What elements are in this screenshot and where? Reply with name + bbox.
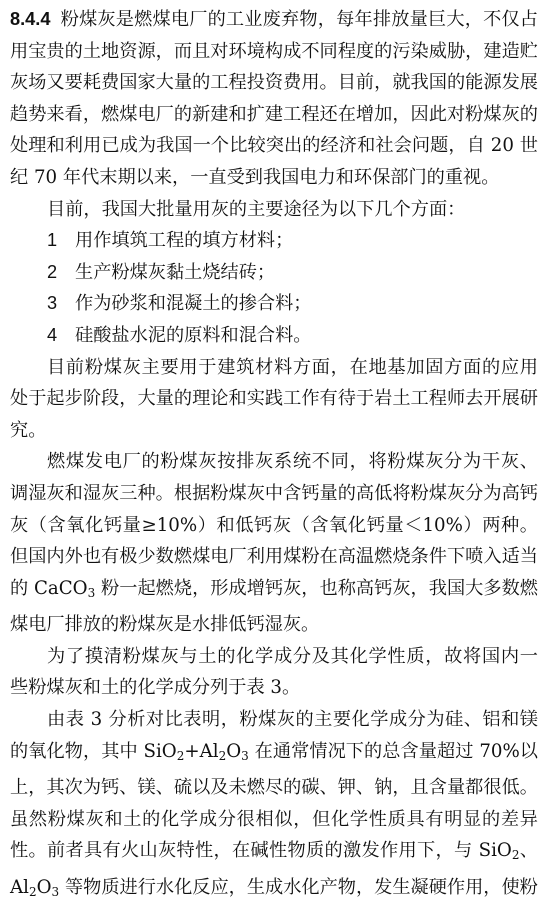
text-run: 燃煤发电厂的粉煤灰按排灰系统不同，将粉煤灰分为干灰、调湿灰和湿灰三种。根据粉煤灰中含钙量的高低将粉煤灰分为高钙灰（含氧化钙量≥10%）和低钙灰（含氧化钙量＜10%）两种。但国内外也有极少数燃煤电厂利用煤粉在高温燃烧条件下喷入适当的 CaCO [10, 451, 538, 599]
list-item [10, 225, 538, 257]
paragraph-uses-intro: 目前，我国大批量用灰的主要途径为以下几个方面： [47, 198, 466, 220]
subscript: 2 [511, 848, 520, 863]
subscript: 3 [51, 885, 60, 900]
paragraph-intro [10, 4, 538, 194]
list-item-number: 3 [47, 293, 58, 314]
paragraph-intro-text: 粉煤灰是燃煤电厂的工业废弃物，每年排放量巨大，不仅占用宝贵的土地资源，而且对环境构成不同程度的污染威胁，建造贮灰场又要耗费国家大量的工程投资费用。目前，就我国的能源发展趋势来看，燃煤电厂的新建和扩建工程还在增加，因此对粉煤灰的处理和利用已成为我国一个比较突出的经济和社会问题，自 20 世纪 70 年代末期以来，一直受到我国电力和环保部门的重视。 [10, 9, 538, 188]
text-run: +Al [184, 740, 219, 762]
subscript: 3 [241, 748, 249, 763]
text-run: O [36, 877, 52, 899]
list-item-text: 用作填筑工程的填方材料； [75, 230, 294, 252]
list-item-text: 作为砂浆和混凝土的掺合料； [75, 293, 312, 315]
uses-list [10, 225, 538, 351]
subscript: 2 [218, 748, 227, 763]
text-run: 、Al [10, 840, 538, 899]
paragraph-application: 目前粉煤灰主要用于建筑材料方面，在地基加固方面的应用处于起步阶段，大量的理论和实践工作有待于岩土工程师去开展研究。 [10, 356, 538, 441]
list-item-text: 硅酸盐水泥的原料和混合料。 [75, 324, 312, 346]
list-item-number: 1 [47, 230, 58, 251]
list-item [10, 257, 538, 289]
list-item-number: 4 [47, 324, 58, 345]
subscript: 3 [87, 585, 96, 600]
subscript: 2 [176, 748, 185, 763]
text-run: O [226, 740, 242, 762]
text-run: 粉一起燃烧，形成增钙灰，也称高钙灰，我国大多数燃煤电厂排放的粉煤灰是水排低钙湿灰。 [10, 577, 538, 636]
text-run: 在通常情况下的总含量超过 70%以上，其次为钙、镁、硫以及未燃尽的碳、钾、钠，且含量都很低。虽然粉煤灰和土的化学成分很相似，但化学性质具有明显的差异性。前者具有火山灰特性，在碱性物质的激发作用下，与 SiO [10, 740, 538, 862]
text-run: 由表 3 分析对比表明，粉煤灰的主要化学成分为硅、铝和镁的氧化物，其中 SiO [10, 709, 538, 762]
list-item-text: 生产粉煤灰黏土烧结砖； [75, 261, 276, 283]
list-item-number: 2 [47, 261, 58, 282]
section-number: 8.4.4 [10, 9, 51, 29]
text-run: 等物质进行水化反应，生成水化产物，发生凝硬作用，使粉 [59, 877, 538, 899]
subscript: 2 [28, 885, 37, 900]
list-item [10, 288, 538, 320]
paragraph-table-reference: 为了摸清粉煤灰与土的化学成分及其化学性质，故将国内一些粉煤灰和土的化学成分列于表 3。 [10, 645, 538, 699]
list-item [10, 320, 538, 352]
paragraph-analysis [10, 704, 538, 909]
paragraph-classification [10, 446, 538, 641]
